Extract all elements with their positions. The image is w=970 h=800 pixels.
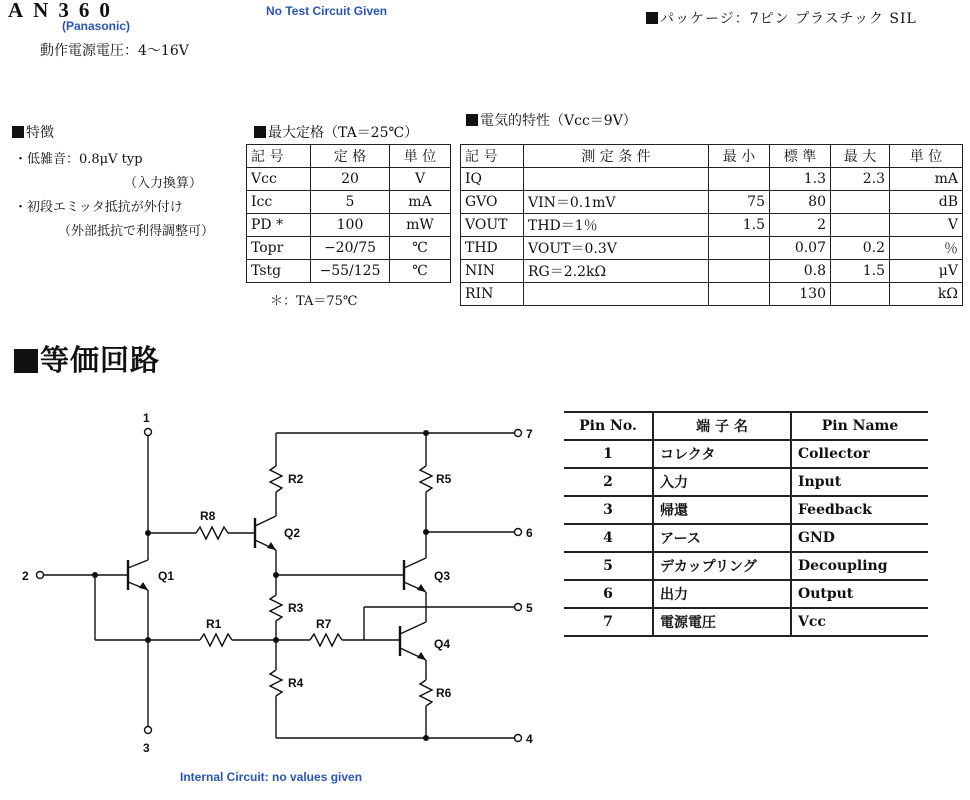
feature-item: （外部抵抗で利得調整可） [58,224,215,239]
header-cell: 最 小 [709,145,770,168]
table-row: 7 電源電圧 Vcc [564,608,928,636]
table-row: NIN RG＝2.2kΩ 0.8 1.5 μV [461,260,963,283]
section-square-icon [14,349,38,373]
transistor-label: Q3 [434,569,451,583]
header-cell: 測 定 条 件 [524,145,709,168]
part-number: AN360 [8,0,120,22]
resistor-label: R2 [288,472,304,486]
package-text: パッケージ：7ピン プラスチック SIL [660,11,917,27]
header-cell: 標 準 [770,145,831,168]
feature-item: ・初段エミッタ抵抗が外付け [14,200,183,215]
resistor-label: R5 [436,472,452,486]
transistor-label: Q1 [158,569,175,583]
header-cell: 単 位 [890,145,963,168]
header-cell: 単 位 [390,145,451,168]
table-row: IQ 1.3 2.3 mA [461,168,963,191]
ratings-title: 最大定格（TA＝25℃） [254,122,418,142]
table-row: 1 コレクタ Collector [564,440,928,468]
section-square-icon [466,114,478,126]
circuit-schematic [0,400,560,765]
table-row: GVO VIN＝0.1mV 75 80 dB [461,191,963,214]
table-row: Icc 5 mA [247,191,451,214]
resistor-label: R3 [288,601,304,615]
electrical-title: 電気的特性（Vcc＝9V） [466,110,637,130]
transistor-label: Q2 [284,526,301,540]
table-row: RIN 130 kΩ [461,283,963,306]
pin-label: 7 [526,427,533,441]
section-square-icon [254,126,266,138]
internal-circuit-note: Internal Circuit: no values given [180,770,363,784]
pin-label: 6 [526,526,533,540]
section-square-icon [646,12,658,24]
resistor-label: R8 [200,509,216,523]
table-row: PD * 100 mW [247,214,451,237]
pin-label: 5 [526,601,533,615]
maker-name: (Panasonic) [62,19,131,33]
header-cell: Pin Name [791,412,928,440]
resistor-label: R7 [316,617,332,631]
supply-voltage: 動作電源電圧：4〜16V [40,43,189,59]
table-row: 2 入力 Input [564,468,928,496]
pin-table [564,411,928,637]
resistor-label: R6 [436,686,452,700]
table-row: Vcc 20 V [247,168,451,191]
circuit-title: 等価回路 [14,338,160,379]
table-row: Topr −20/75 ℃ [247,237,451,260]
features-title: 特徴 [12,122,54,142]
feature-item: （入力換算） [124,176,203,191]
ratings-table [246,144,451,283]
pin-label: 4 [526,732,533,746]
header-cell: 最 大 [831,145,890,168]
table-row: VOUT THD＝1％ 1.5 2 V [461,214,963,237]
table-row: 4 アース GND [564,524,928,552]
pin-label: 2 [22,569,29,583]
pin-label: 3 [143,741,150,755]
header-cell: Pin No. [564,412,653,440]
package-info [646,8,917,28]
transistor-label: Q4 [434,637,451,651]
table-row: THD VOUT＝0.3V 0.07 0.2 ％ [461,237,963,260]
resistor-label: R1 [206,617,222,631]
table-header-row [564,412,928,440]
test-circuit-note: No Test Circuit Given [266,4,388,18]
header-cell: 記 号 [461,145,524,168]
section-square-icon [12,126,24,138]
table-row: 5 デカップリング Decoupling [564,552,928,580]
table-row: 6 出力 Output [564,580,928,608]
ratings-footnote: ＊：TA＝75℃ [270,294,358,309]
header-cell: 端 子 名 [653,412,791,440]
table-header-row [461,145,963,168]
resistor-label: R4 [288,676,304,690]
table-row: 3 帰還 Feedback [564,496,928,524]
table-header-row [247,145,451,168]
electrical-table [460,144,963,306]
pin-label: 1 [143,411,150,425]
header-cell: 定 格 [311,145,390,168]
header-cell: 記 号 [247,145,311,168]
feature-item: ・低雑音：0.8μV typ [14,152,143,167]
table-row: Tstg −55/125 ℃ [247,260,451,283]
